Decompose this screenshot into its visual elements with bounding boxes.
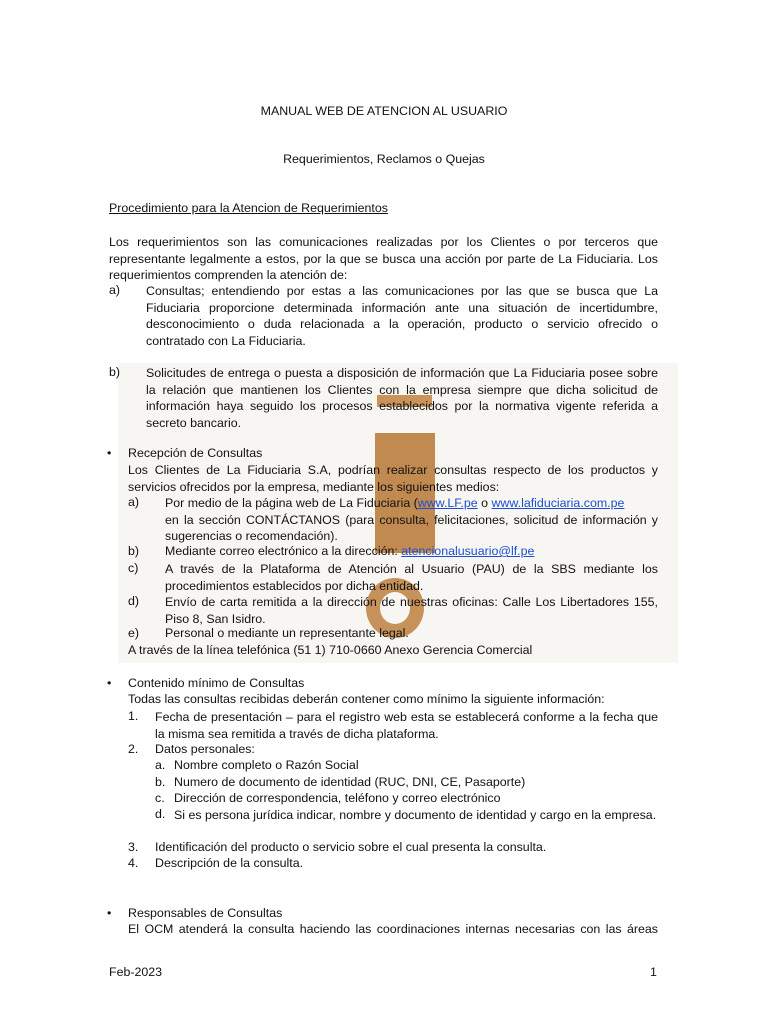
bullet: •	[107, 676, 112, 690]
recepcion-a-text	[165, 495, 658, 545]
recepcion-d-marker: d)	[128, 594, 140, 608]
recepcion-heading: Recepción de Consultas	[128, 446, 263, 460]
lafiduciaria-link[interactable]: www.lafiduciaria.com.pe	[491, 496, 625, 510]
contenido-sc-marker: c.	[155, 791, 165, 805]
recepcion-e-marker: e)	[128, 626, 140, 640]
recepcion-a-post: en la sección CONTÁCTANOS (para consulta, felicitaciones, solicitud de información y sugerencias o recomendación).	[165, 512, 658, 543]
contenido-n2-marker: 2.	[128, 742, 139, 756]
intro-paragraph: Los requerimientos son las comunicaciones realizadas por los Clientes o por terceros que representante legalmente a estos, por la que se busca una acción por parte de La Fiduciaria. Los requerimientos comprenden la atención de:	[109, 235, 658, 282]
bullet: •	[107, 906, 112, 920]
contenido-sd-marker: d.	[155, 807, 166, 821]
footer-date: Feb-2023	[109, 965, 163, 979]
contenido-n4-marker: 4.	[128, 856, 139, 870]
contenido-n3-marker: 3.	[128, 840, 139, 854]
lf-link[interactable]: www.LF.pe	[417, 496, 478, 510]
contenido-sd-text: Si es persona jurídica indicar, nombre y documento de identidad y cargo en la empresa.	[174, 808, 657, 822]
recepcion-a-marker: a)	[128, 495, 140, 509]
footer-page-number: 1	[650, 965, 657, 979]
responsables-text: El OCM atenderá la consulta haciendo las coordinaciones internas necesarias con las áreas	[128, 922, 658, 936]
contenido-intro: Todas las consultas recibidas deberán contener como mínimo la siguiente información:	[128, 692, 605, 706]
item-a-marker: a)	[109, 283, 121, 297]
contenido-sa-text: Nombre completo o Razón Social	[174, 758, 359, 772]
recepcion-d-text: Envío de carta remitida a la dirección de nuestras oficinas: Calle Los Libertadores 155, Piso 8, San Isidro.	[165, 595, 658, 626]
recepcion-b-pre: Mediante correo electrónico a la dirección:	[165, 544, 402, 558]
section-heading: Procedimiento para la Atencion de Requerimientos	[109, 201, 388, 215]
contenido-n1-text: Fecha de presentación – para el registro web esta se establecerá conforme a la fecha que la misma sea remitida a través de dicha plataforma.	[155, 710, 658, 741]
phone-line: A través de la línea telefónica (51 1) 710-0660 Anexo Gerencia Comercial	[128, 643, 533, 657]
item-a-text: Consultas; entendiendo por estas a las comunicaciones por las que se busca que La Fiduciaria proporcione determinada información ante una situación de incertidumbre, desconocimiento o duda relacionada a la operación, producto o servicio ofrecido o contratado con La Fiduciaria.	[146, 284, 658, 348]
contenido-n4-text: Descripción de la consulta.	[155, 856, 304, 870]
recepcion-intro: Los Clientes de La Fiduciaria S.A, podrían realizar consultas respecto de los productos y servicios ofrecidos por la empresa, mediante los siguientes medios:	[128, 463, 658, 494]
item-b-text: Solicitudes de entrega o puesta a disposición de información que La Fiduciaria posee sobre la relación que mantienen los Clientes con la empresa siempre que dicha solicitud de información haya seguido los procesos establecidos por la normativa vigente referida a secreto bancario.	[146, 366, 658, 430]
recepcion-b-marker: b)	[128, 544, 140, 558]
bullet: •	[107, 446, 112, 460]
responsables-heading: Responsables de Consultas	[128, 906, 283, 920]
recepcion-a-pre: Por medio de la página web de La Fiduciaria (	[165, 496, 418, 510]
contenido-sb-text: Numero de documento de identidad (RUC, DNI, CE, Pasaporte)	[174, 775, 526, 789]
contenido-n1-marker: 1.	[128, 709, 139, 723]
contenido-sc-text: Dirección de correspondencia, teléfono y correo electrónico	[174, 791, 501, 805]
contenido-sa-marker: a.	[155, 758, 166, 772]
contenido-n3-text: Identificación del producto o servicio sobre el cual presenta la consulta.	[155, 840, 547, 854]
recepcion-b-text	[165, 544, 534, 558]
recepcion-a-mid: o	[477, 496, 492, 510]
document-subtitle: Requerimientos, Reclamos o Quejas	[283, 152, 485, 166]
recepcion-c-text: A través de la Plataforma de Atención al Usuario (PAU) de la SBS mediante los procedimientos establecidos por dicha entidad.	[165, 562, 658, 593]
email-link[interactable]: atencionalusuario@lf.pe	[401, 544, 535, 558]
item-b-marker: b)	[109, 365, 121, 379]
contenido-heading: Contenido mínimo de Consultas	[128, 676, 305, 690]
recepcion-e-text: Personal o mediante un representante legal.	[165, 626, 409, 640]
document-title: MANUAL WEB DE ATENCION AL USUARIO	[260, 104, 508, 118]
recepcion-c-marker: c)	[128, 561, 139, 575]
contenido-sb-marker: b.	[155, 775, 166, 789]
contenido-n2-text: Datos personales:	[155, 742, 255, 756]
